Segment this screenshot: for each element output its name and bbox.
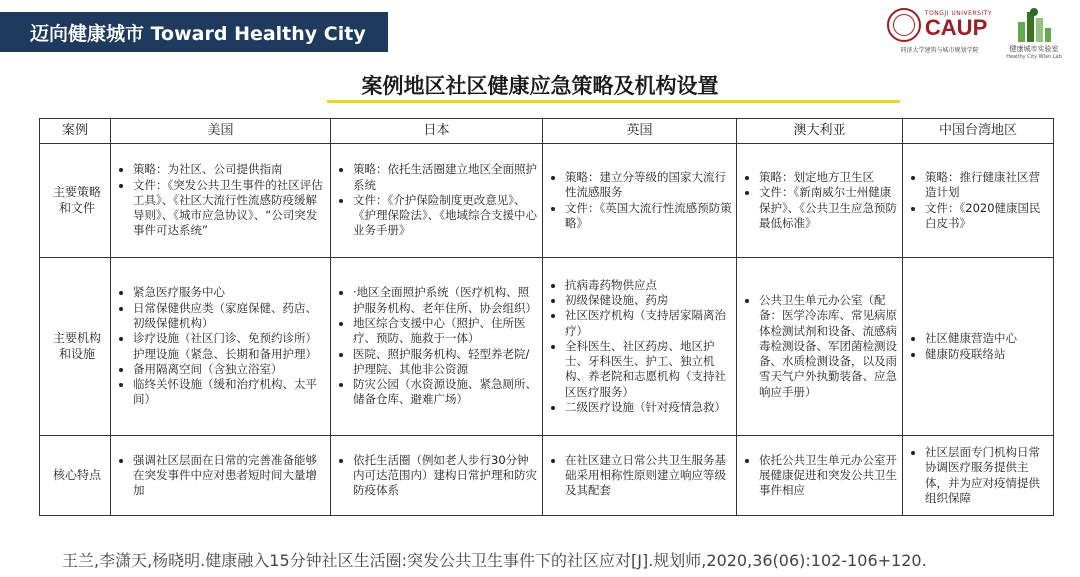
healthy-city-logo	[1002, 8, 1066, 60]
table-row	[40, 258, 1054, 436]
table-cell	[903, 436, 1054, 516]
list-item: • 文件：《2020健康国民白皮书》	[925, 201, 1049, 232]
list-item: • 临终关怀设施（缓和治疗机构、太平间）	[133, 377, 326, 408]
row-label: 主要策略和文件	[40, 144, 111, 258]
caup-main-text: CAUP	[924, 15, 988, 40]
list-item: • 初级保健设施、药房	[565, 293, 732, 308]
table-cell	[111, 436, 331, 516]
list-item: • 社区层面专门机构日常协调医疗服务提供主体，并为应对疫情提供组织保障	[925, 445, 1049, 506]
list-item: • 文件：《介护保险制度更改意见》、《护理保险法》、《地域综合支援中心业务手册》	[353, 193, 538, 239]
table-cell	[543, 144, 737, 258]
list-item: • 健康防疫联络站	[925, 347, 1049, 362]
caup-logo	[887, 8, 992, 54]
table-cell	[543, 436, 737, 516]
list-item: • 在社区建立日常公共卫生服务基础采用相称性原则建立响应等级及其配套	[565, 453, 732, 499]
list-item: • 社区医疗机构（支持居家隔离治疗）	[565, 308, 732, 339]
list-item: • ·地区全面照护系统（医疗机构、照护服务机构、老年住所、协会组织）	[353, 285, 538, 316]
list-item: • 诊疗设施（社区门诊、免预约诊所）护理设施（紧急、长期和备用护理）	[133, 331, 326, 362]
list-item: • 策略：划定地方卫生区	[759, 170, 898, 185]
list-item: • 策略：为社区、公司提供指南	[133, 162, 326, 177]
list-item: • 文件：《突发公共卫生事件的社区评估工具》、《社区大流行性流感防疫缓解导则》、《城市应急协议》、“公司突发事件可达系统”	[133, 178, 326, 239]
list-item: • 社区健康营造中心	[925, 331, 1049, 346]
table-cell	[331, 258, 543, 436]
healthy-city-en: Healthy City Wlan Lab	[1006, 54, 1062, 60]
header-australia: 澳大利亚	[737, 119, 903, 144]
list-item: • 医院、照护服务机构、轻型养老院/护理院、其他非公资源	[353, 347, 538, 378]
list-item: • 地区综合支援中心（照护、住所医疗、预防、施救于一体）	[353, 316, 538, 347]
table-row	[40, 436, 1054, 516]
list-item: • 强调社区层面在日常的完善准备能够在突发事件中应对患者短时间大量增加	[133, 453, 326, 499]
healthy-city-icon	[1016, 8, 1052, 42]
table-cell	[737, 144, 903, 258]
list-item: • 依托公共卫生单元办公室开展健康促进和突发公共卫生事件相应	[759, 453, 898, 499]
header-taiwan: 中国台湾地区	[903, 119, 1054, 144]
tongji-seal-icon	[887, 8, 921, 42]
header-banner	[0, 12, 388, 52]
header-title: 迈向健康城市 Toward Healthy City	[30, 22, 366, 45]
table-cell	[737, 436, 903, 516]
list-item: • 文件：《英国大流行性流感预防策略》	[565, 201, 732, 232]
header-case: 案例	[40, 119, 111, 144]
list-item: • 全科医生、社区药房、地区护士、牙科医生、护工、独立机构、养老院和志愿机构（支持社区医疗服务）	[565, 339, 732, 400]
header-uk: 英国	[543, 119, 737, 144]
list-item: • 文件：《新南威尔士州健康保护》、《公共卫生应急预防最低标准》	[759, 185, 898, 231]
list-item: • 二级医疗设施（针对疫情急救）	[565, 400, 732, 415]
list-item: • 策略：建立分等级的国家大流行性流感服务	[565, 170, 732, 201]
list-item: • 备用隔离空间（含独立浴室）	[133, 362, 326, 377]
list-item: • 防灾公园（水资源设施、紧急厕所、储备仓库、避难广场）	[353, 377, 538, 408]
list-item: • 公共卫生单元办公室（配备：医学冷冻库、常见病原体检测试剂和设备、流感病毒检测设备、军团菌检测设备、水质检测设备，以及雨雪天气户外执勤装备、应急响应手册）	[759, 293, 898, 400]
header-japan: 日本	[331, 119, 543, 144]
citation-text: 王兰,李潇天,杨晓明.健康融入15分钟社区生活圈:突发公共卫生事件下的社区应对[J].规划师,2020,36(06):102-106+120.	[62, 551, 927, 570]
list-item: • 紧急医疗服务中心	[133, 285, 326, 300]
title-underline	[327, 100, 900, 103]
table-cell	[903, 144, 1054, 258]
table-cell	[737, 258, 903, 436]
table-cell	[331, 436, 543, 516]
healthy-city-cn: 健康城市实验室	[1009, 45, 1059, 53]
page-title: 案例地区社区健康应急策略及机构设置	[361, 74, 719, 98]
row-label: 核心特点	[40, 436, 111, 516]
logos	[887, 8, 1066, 60]
list-item: • 依托生活圈（例如老人步行30分钟内可达范围内）建构日常护理和防灾防疫体系	[353, 453, 538, 499]
row-label: 主要机构和设施	[40, 258, 111, 436]
comparison-table	[39, 118, 1054, 516]
caup-top-text: TONGJI UNIVERSITY	[924, 10, 992, 17]
table-cell	[331, 144, 543, 258]
list-item: • 策略：推行健康社区营造计划	[925, 170, 1049, 201]
caup-sub-text: 同济大学建筑与城市规划学院	[900, 47, 979, 54]
table-cell	[543, 258, 737, 436]
list-item: • 策略：依托生活圈建立地区全面照护系统	[353, 162, 538, 193]
table-cell	[111, 258, 331, 436]
list-item: • 日常保健供应类（家庭保健、药店、初级保健机构）	[133, 301, 326, 332]
table-row	[40, 144, 1054, 258]
table-cell	[903, 258, 1054, 436]
table-cell	[111, 144, 331, 258]
table-header-row	[40, 119, 1054, 144]
list-item: • 抗病毒药物供应点	[565, 278, 732, 293]
header-usa: 美国	[111, 119, 331, 144]
